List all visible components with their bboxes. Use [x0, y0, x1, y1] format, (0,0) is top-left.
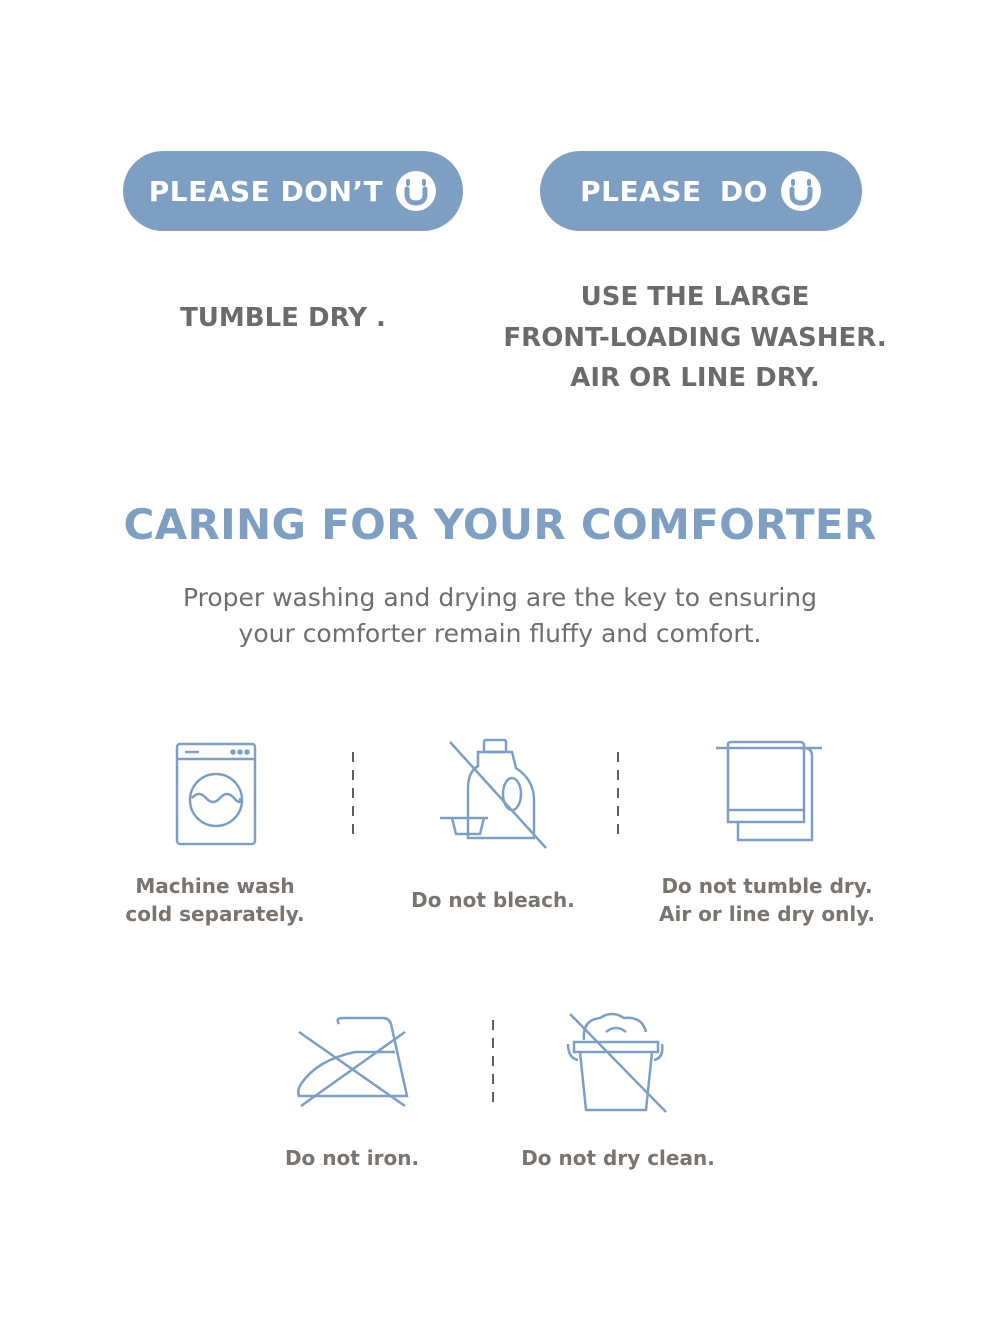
please-do-badge — [540, 151, 862, 231]
divider — [491, 1020, 495, 1106]
do-instruction-line: FRONT-LOADING WASHER. — [503, 322, 887, 353]
do-instruction — [490, 277, 900, 399]
no-iron-icon — [295, 1014, 411, 1110]
smiley-icon — [395, 170, 437, 212]
page-title: CARING FOR YOUR COMFORTER — [123, 500, 877, 549]
bleach-caption: Do not bleach. — [411, 888, 575, 912]
smiley-icon — [780, 170, 822, 212]
no-bleach-icon — [438, 738, 548, 850]
tumble-caption — [642, 872, 892, 928]
divider — [616, 752, 620, 838]
dont-instruction: TUMBLE DRY . — [180, 303, 386, 333]
caption-line: Do not tumble dry. — [661, 874, 873, 898]
please-dont-label: PLEASE DON’T — [148, 174, 384, 208]
please-do-label: PLEASE DO — [580, 174, 768, 208]
no-dry-clean-icon — [566, 1010, 668, 1114]
no-tumble-dry-icon — [714, 740, 824, 844]
caption-line: Air or line dry only. — [658, 902, 875, 926]
caption-line: cold separately. — [125, 902, 305, 926]
please-dont-badge — [123, 151, 463, 231]
wash-caption — [110, 872, 320, 928]
do-instruction-line: USE THE LARGE — [580, 282, 810, 312]
caption-line: Machine wash — [135, 874, 295, 898]
page-subtitle — [100, 580, 900, 652]
subtitle-line: Proper washing and drying are the key to ensuring — [182, 583, 818, 612]
subtitle-line: your comforter remain fluffy and comfort. — [238, 619, 762, 648]
do-instruction-line: AIR OR LINE DRY. — [570, 363, 820, 393]
divider — [351, 752, 355, 838]
washing-machine-icon — [175, 742, 257, 846]
iron-caption: Do not iron. — [284, 1146, 420, 1170]
dryclean-caption: Do not dry clean. — [521, 1146, 715, 1170]
